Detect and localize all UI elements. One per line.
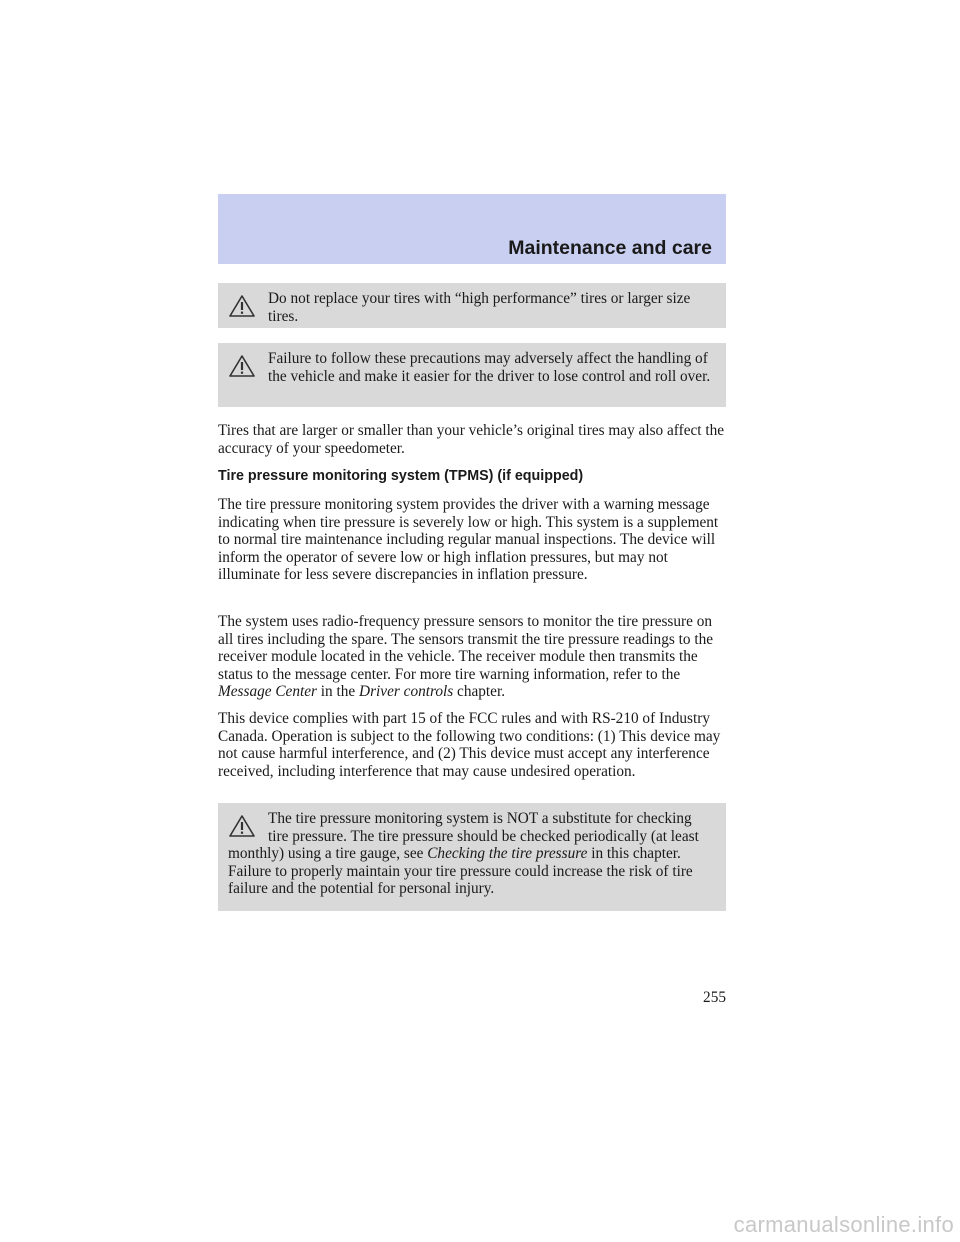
page-number: 255: [703, 989, 726, 1006]
message-center-reference: Message Center: [218, 683, 317, 701]
warning-box-2: [218, 343, 726, 407]
tpms-heading: Tire pressure monitoring system (TPMS) (if equipped): [218, 468, 584, 484]
driver-controls-reference: Driver controls: [359, 683, 454, 701]
warning-text-1: Do not replace your tires with “high performance” tires or larger size tires.: [268, 290, 691, 325]
section-header-bar: [218, 194, 726, 264]
paragraph-tpms-sensors: [218, 613, 730, 701]
tpms-sensors-text-end: chapter.: [453, 683, 506, 701]
paragraph-tpms-overview: The tire pressure monitoring system provides the driver with a warning message indicating when tire pressure is severely low or high. This system is a supplement to normal tire maintenance including regular manual inspections. The device will inform the operator of severe low or high inflation pressures, but may not illuminate for less severe discrepancies in inflation pressure.: [218, 496, 719, 584]
tpms-sensors-text-mid: in the: [316, 683, 360, 701]
warning-text-3-start: The tire pressure monitoring system is NOT a substitute for checking tire pressure. The tire pressure should be checked periodically (at least monthly) using a tire gauge, see: [228, 810, 699, 863]
tpms-sensors-text: The system uses radio-frequency pressure sensors to monitor the tire pressure on all tires including the spare. The sensors transmit the tire pressure readings to the receiver module located in the vehicle. The receiver module then transmits the status to the message center. For more tire warning information, refer to the: [218, 613, 714, 683]
warning-box-3: [218, 803, 726, 911]
checking-tire-pressure-reference: Checking the tire pressure: [427, 845, 588, 863]
warning-triangle-icon: [228, 294, 256, 318]
warning-triangle-icon: [228, 354, 256, 378]
watermark: carmanualsonline.info: [733, 1212, 954, 1237]
warning-text-3-end: in this chapter. Failure to properly maintain your tire pressure could increase the risk of tire failure and the potential for personal injury.: [228, 845, 693, 898]
section-title: Maintenance and care: [508, 237, 712, 259]
paragraph-tire-size: Tires that are larger or smaller than your vehicle’s original tires may also affect the accuracy of your speedometer.: [218, 422, 725, 457]
warning-text-2: Failure to follow these precautions may adversely affect the handling of the vehicle and make it easier for the driver to lose control and roll over.: [268, 350, 711, 385]
paragraph-fcc-compliance: This device complies with part 15 of the FCC rules and with RS-210 of Industry Canada. Operation is subject to the following two conditions: (1) This device may not cause harmful interference, and (2) This device must accept any interference received, including interference that may cause undesired operation.: [218, 710, 721, 780]
warning-triangle-icon: [228, 814, 256, 838]
warning-box-1: [218, 283, 726, 328]
warning-text-3: [228, 810, 712, 898]
